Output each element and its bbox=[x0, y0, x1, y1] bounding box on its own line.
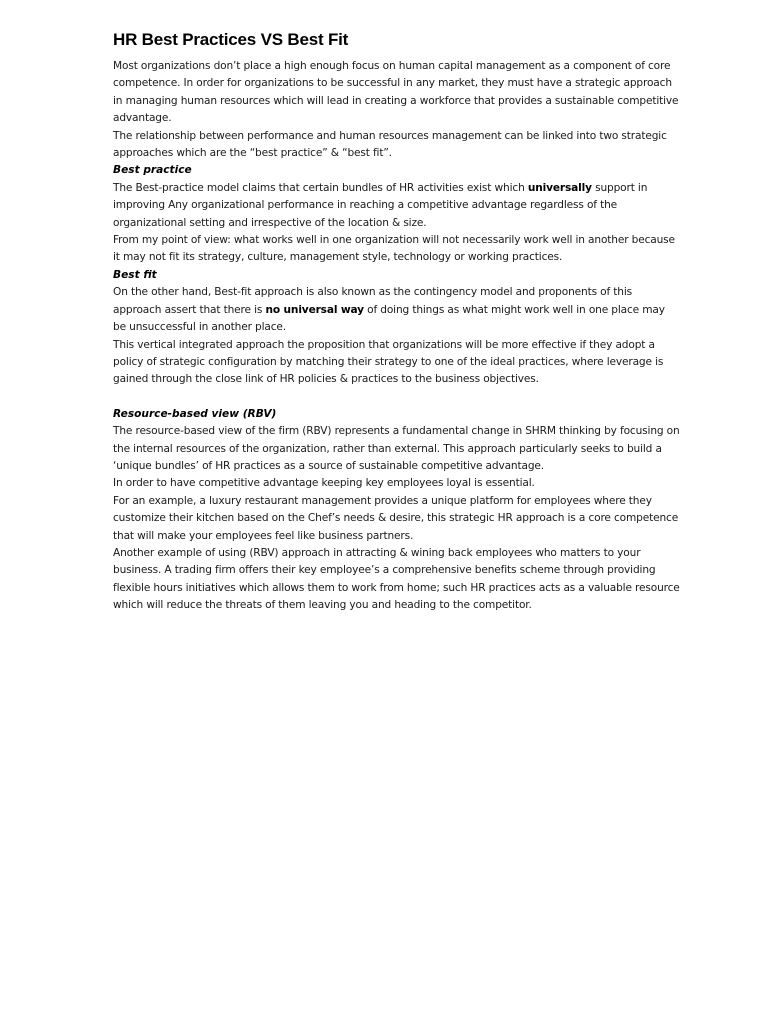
best-practice-text-start: The Best-practice model claims that certain bundles of HR activities exist which bbox=[113, 181, 528, 194]
best-practice-text-end: support in improving Any organizational performance in reaching a competitive advantage regardless of the organizational setting and irrespective of the location & size. bbox=[113, 181, 648, 229]
best-practice-emphasis: universally bbox=[527, 181, 592, 194]
best-fit-paragraph-2: This vertical integrated approach the proposition that organizations will be more effective if they adopt a policy of strategic configuration by matching their strategy to one of the ideal practices, where leverage is gained through the close link of HR policies & practices to the business objectives. bbox=[113, 338, 664, 386]
intro-paragraph-1: Most organizations don’t place a high enough focus on human capital management as a component of core competence. In order for organizations to be successful in any market, they must have a strategic approach in managing human resources which will lead in creating a workforce that provides a sustainable competitive advantage. bbox=[113, 60, 679, 125]
best-fit-text-start: On the other hand, Best-fit approach is also known as the contingency model and proponents of this approach assert that there is bbox=[113, 286, 633, 316]
best-fit-text-end: of doing things as what might work well in one place may be unsuccessful in another place. bbox=[113, 303, 665, 334]
best-fit-heading: Best fit bbox=[113, 268, 157, 281]
document-title: HR Best Practices VS Best Fit bbox=[113, 30, 349, 49]
intro-paragraph-2: The relationship between performance and human resources management can be linked into two strategic approaches which are the “best practice” & “best fit”. bbox=[113, 129, 667, 160]
best-fit-paragraph-1 bbox=[113, 284, 680, 336]
best-practice-paragraph-2: From my point of view: what works well in one organization will not necessarily work well in another because it may not fit its strategy, culture, management style, technology or working practices. bbox=[113, 234, 675, 264]
rbv-heading: Resource-based view (RBV) bbox=[113, 407, 277, 420]
best-fit-emphasis: no universal way bbox=[265, 303, 364, 316]
rbv-paragraph-3: For an example, a luxury restaurant management provides a unique platform for employees where they customize their kitchen based on the Chef’s needs & desire, this strategic HR approach is a core competence that will make your employees feel like business partners. bbox=[113, 494, 679, 542]
rbv-paragraph-4: Another example of using (RBV) approach in attracting & wining back employees who matters to your business. A trading firm offers their key employee’s a comprehensive benefits scheme through providing flexible hours initiatives which allows them to work from home; such HR practices acts as a valuable resource which will reduce the threats of them leaving you and heading to the competitor. bbox=[113, 546, 680, 612]
best-practice-paragraph-1 bbox=[113, 180, 680, 232]
rbv-paragraph-2: In order to have competitive advantage keeping key employees loyal is essential. bbox=[113, 477, 535, 490]
section-spacer bbox=[113, 389, 680, 406]
rbv-paragraph-1: The resource-based view of the firm (RBV) represents a fundamental change in SHRM thinking by focusing on the internal resources of the organization, rather than external. This approach particularly seeks to build a ‘unique bundles’ of HR practices as a source of sustainable competitive advantage. bbox=[113, 425, 680, 472]
best-practice-heading: Best practice bbox=[113, 164, 192, 177]
